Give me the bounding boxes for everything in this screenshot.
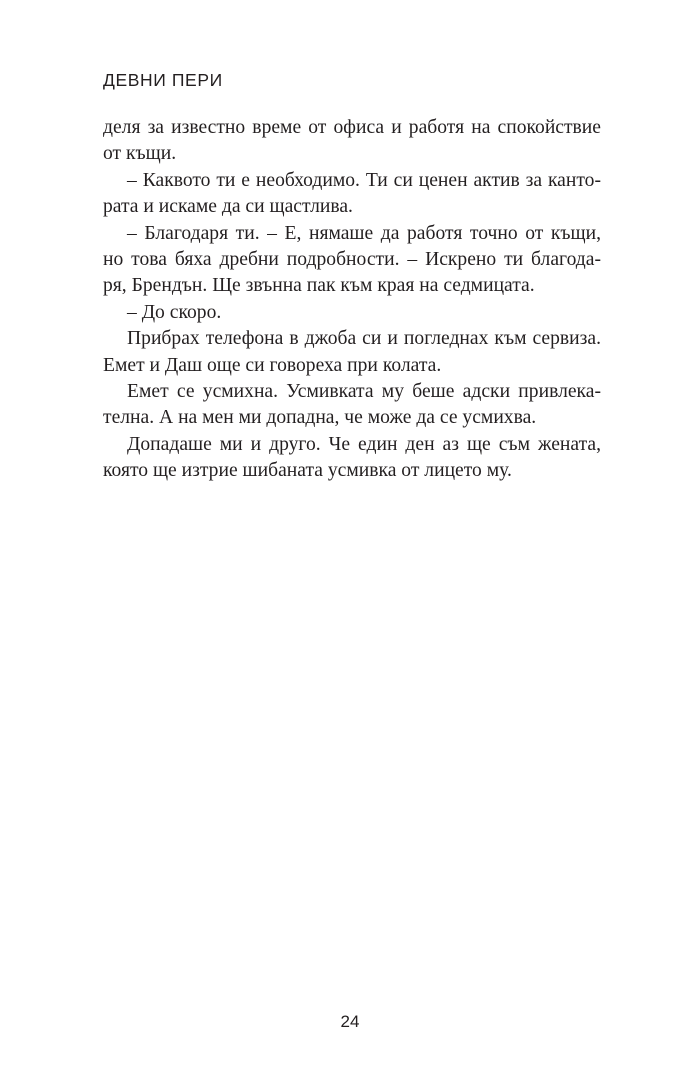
- running-head-author: ДЕВНИ ПЕРИ: [103, 70, 223, 90]
- text-line: – Благодаря ти. – Е, нямаше да работя точно от къщи,: [127, 222, 601, 244]
- text-line: Допадаше ми и друго. Че един ден аз ще съм жената,: [127, 433, 601, 455]
- text-line: ря, Брендън. Ще звънна пак към края на седмицата.: [103, 275, 535, 297]
- text-line: но това бяха дребни подробности. – Искрено ти благода-: [103, 248, 601, 270]
- body-text: [103, 115, 601, 484]
- text-line: – Каквото ти е необходимо. Ти си ценен актив за канто-: [127, 169, 601, 191]
- text-line: рата и искаме да си щастлива.: [103, 196, 353, 218]
- text-line: Емет и Даш още си говореха при колата.: [103, 354, 442, 376]
- text-line: Прибрах телефона в джоба си и погледнах към сервиза.: [127, 328, 601, 350]
- text-line: която ще изтрие шибаната усмивка от лицето му.: [103, 460, 512, 482]
- text-line: телна. А на мен ми допадна, че може да се усмихва.: [103, 407, 537, 429]
- text-line: Емет се усмихна. Усмивката му беше адски привлека-: [127, 380, 601, 402]
- text-line: деля за известно време от офиса и работя на спокойствие: [103, 117, 601, 138]
- text-line: от къщи.: [103, 143, 177, 165]
- page-number: 24: [340, 1012, 360, 1031]
- text-line: – До скоро.: [127, 301, 222, 323]
